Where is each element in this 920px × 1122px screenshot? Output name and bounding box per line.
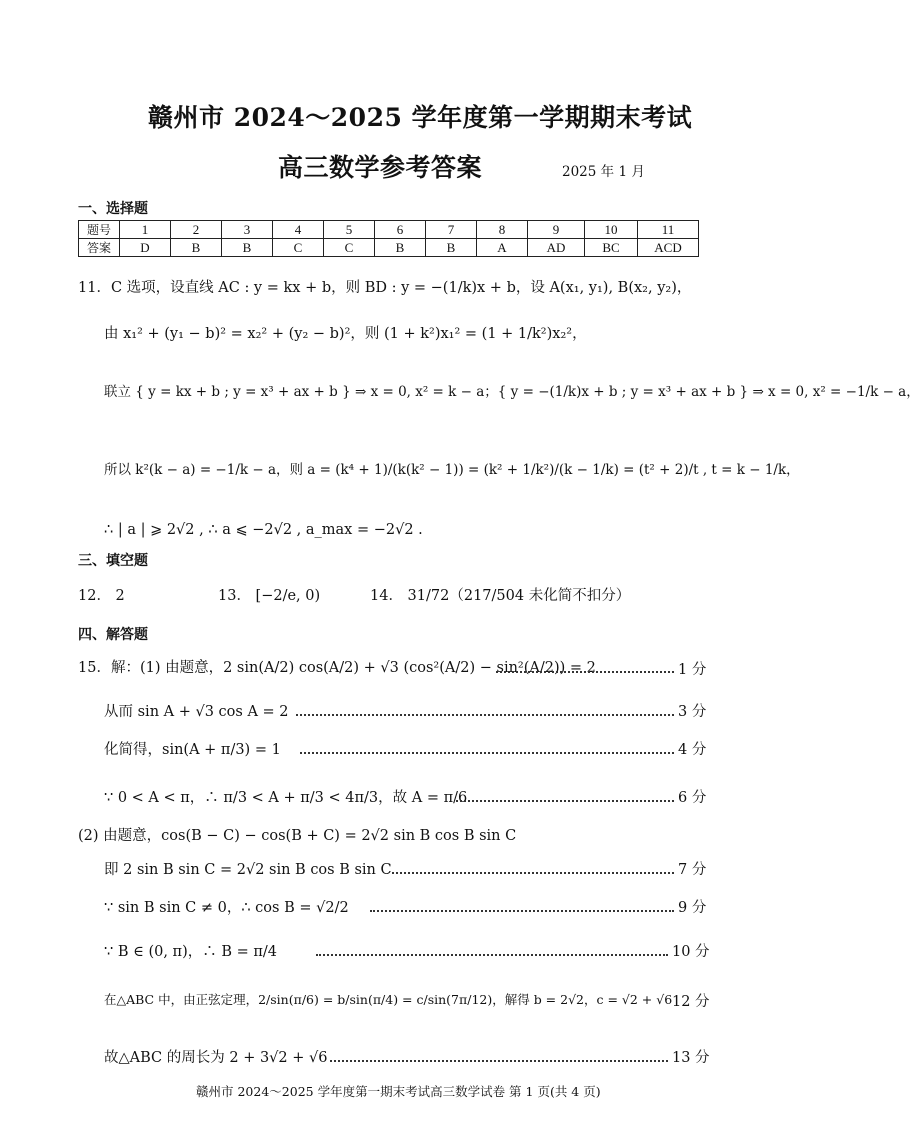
question-number: 10 [585,221,638,239]
question-number: 1 [120,221,171,239]
q12-answer: 12． 2 [78,588,125,604]
answer-cell: C [273,239,324,257]
exam-date: 2025 年 1 月 [562,164,645,180]
solution-line: ∵ sin B sin C ≠ 0，∴ cos B = √2/2 [104,900,349,916]
page-footer: 赣州市 2024～2025 学年度第一期末考试高三数学试卷 第 1 页(共 4 页) [196,1084,601,1099]
score-mark: 12 分 [672,994,710,1010]
question-number: 8 [477,221,528,239]
dot-leader [496,671,674,673]
solution-line: (2) 由题意，cos(B − C) − cos(B + C) = 2√2 sin B cos B sin C [78,828,517,844]
dot-leader [370,910,674,912]
question-number: 7 [426,221,477,239]
dot-leader [330,1060,668,1062]
answer-cell: AD [528,239,585,257]
q11-line-4: 所以 k²(k − a) = −1/k − a，则 a = (k⁴ + 1)/(k(k² − 1)) = (k² + 1/k²)/(k − 1/k) = (t² + 2)/t , t = k − 1/k， [104,462,800,478]
q11-line-1: 11．C 选项，设直线 AC : y = kx + b，则 BD : y = −(1/k)x + b，设 A(x₁, y₁), B(x₂, y₂)， [78,280,692,296]
question-number: 11 [638,221,699,239]
answer-cell: B [375,239,426,257]
answer-table [78,220,699,257]
score-mark: 4 分 [678,742,707,758]
score-mark: 3 分 [678,704,707,720]
score-mark: 7 分 [678,862,707,878]
q11-line-5: ∴ | a | ⩾ 2√2 , ∴ a ⩽ −2√2 , a_max = −2√2 . [104,522,423,538]
solution-line: ∵ B ∈ (0, π)，∴ B = π/4 [104,944,278,960]
answer-cell: BC [585,239,638,257]
dot-leader [392,872,674,874]
q13-answer: 13． [−2/e, 0) [218,588,321,604]
row-label-number: 题号 [79,221,120,239]
solution-line: 化简得，sin(A + π/3) = 1 [104,742,281,758]
question-number: 6 [375,221,426,239]
answer-cell: D [120,239,171,257]
solution-line: 即 2 sin B sin C = 2√2 sin B cos B sin C [104,862,392,878]
question-number: 9 [528,221,585,239]
section-heading-choice: 一、选择题 [78,201,148,217]
solution-line: 15．解：(1) 由题意，2 sin(A/2) cos(A/2) + √3 (cos²(A/2) − sin²(A/2)) = 2 [78,660,596,676]
answer-cell: B [222,239,273,257]
answer-cell: ACD [638,239,699,257]
q11-line-2: 由 x₁² + (y₁ − b)² = x₂² + (y₂ − b)²，则 (1 + k²)x₁² = (1 + 1/k²)x₂²， [104,326,587,342]
score-mark: 10 分 [672,944,710,960]
dot-leader [300,752,674,754]
score-mark: 13 分 [672,1050,710,1066]
question-number: 2 [171,221,222,239]
section-heading-fill: 三、填空题 [78,553,148,569]
dot-leader [296,714,674,716]
question-number: 3 [222,221,273,239]
section-heading-solve: 四、解答题 [78,627,148,643]
q14-answer: 14． 31/72（217/504 未化简不扣分） [370,588,631,604]
table-row-answers [79,239,699,257]
dot-leader [456,800,674,802]
score-mark: 9 分 [678,900,707,916]
answer-cell: B [171,239,222,257]
row-label-answer: 答案 [79,239,120,257]
solution-line: ∵ 0 < A < π，∴ π/3 < A + π/3 < 4π/3，故 A = π/6 [104,790,468,806]
question-number: 4 [273,221,324,239]
answer-cell: A [477,239,528,257]
solution-line: 故△ABC 的周长为 2 + 3√2 + √6 [104,1050,328,1066]
solution-line: 从而 sin A + √3 cos A = 2 [104,704,289,720]
page-title: 赣州市 2024～2025 学年度第一学期期末考试 [148,103,693,132]
table-row-numbers [79,221,699,239]
q11-line-3: 联立 { y = kx + b ; y = x³ + ax + b } ⇒ x = 0, x² = k − a；{ y = −(1/k)x + b ; y = x³ + ax + b } ⇒ x = 0, x² = −1/k − a， [104,384,920,400]
solution-line: 在△ABC 中，由正弦定理，2/sin(π/6) = b/sin(π/4) = c/sin(7π/12)，解得 b = 2√2，c = √2 + √6 [104,992,673,1007]
dot-leader [316,954,668,956]
score-mark: 1 分 [678,662,707,678]
page-subtitle: 高三数学参考答案 [278,153,483,182]
question-number: 5 [324,221,375,239]
answer-cell: C [324,239,375,257]
score-mark: 6 分 [678,790,707,806]
answer-cell: B [426,239,477,257]
